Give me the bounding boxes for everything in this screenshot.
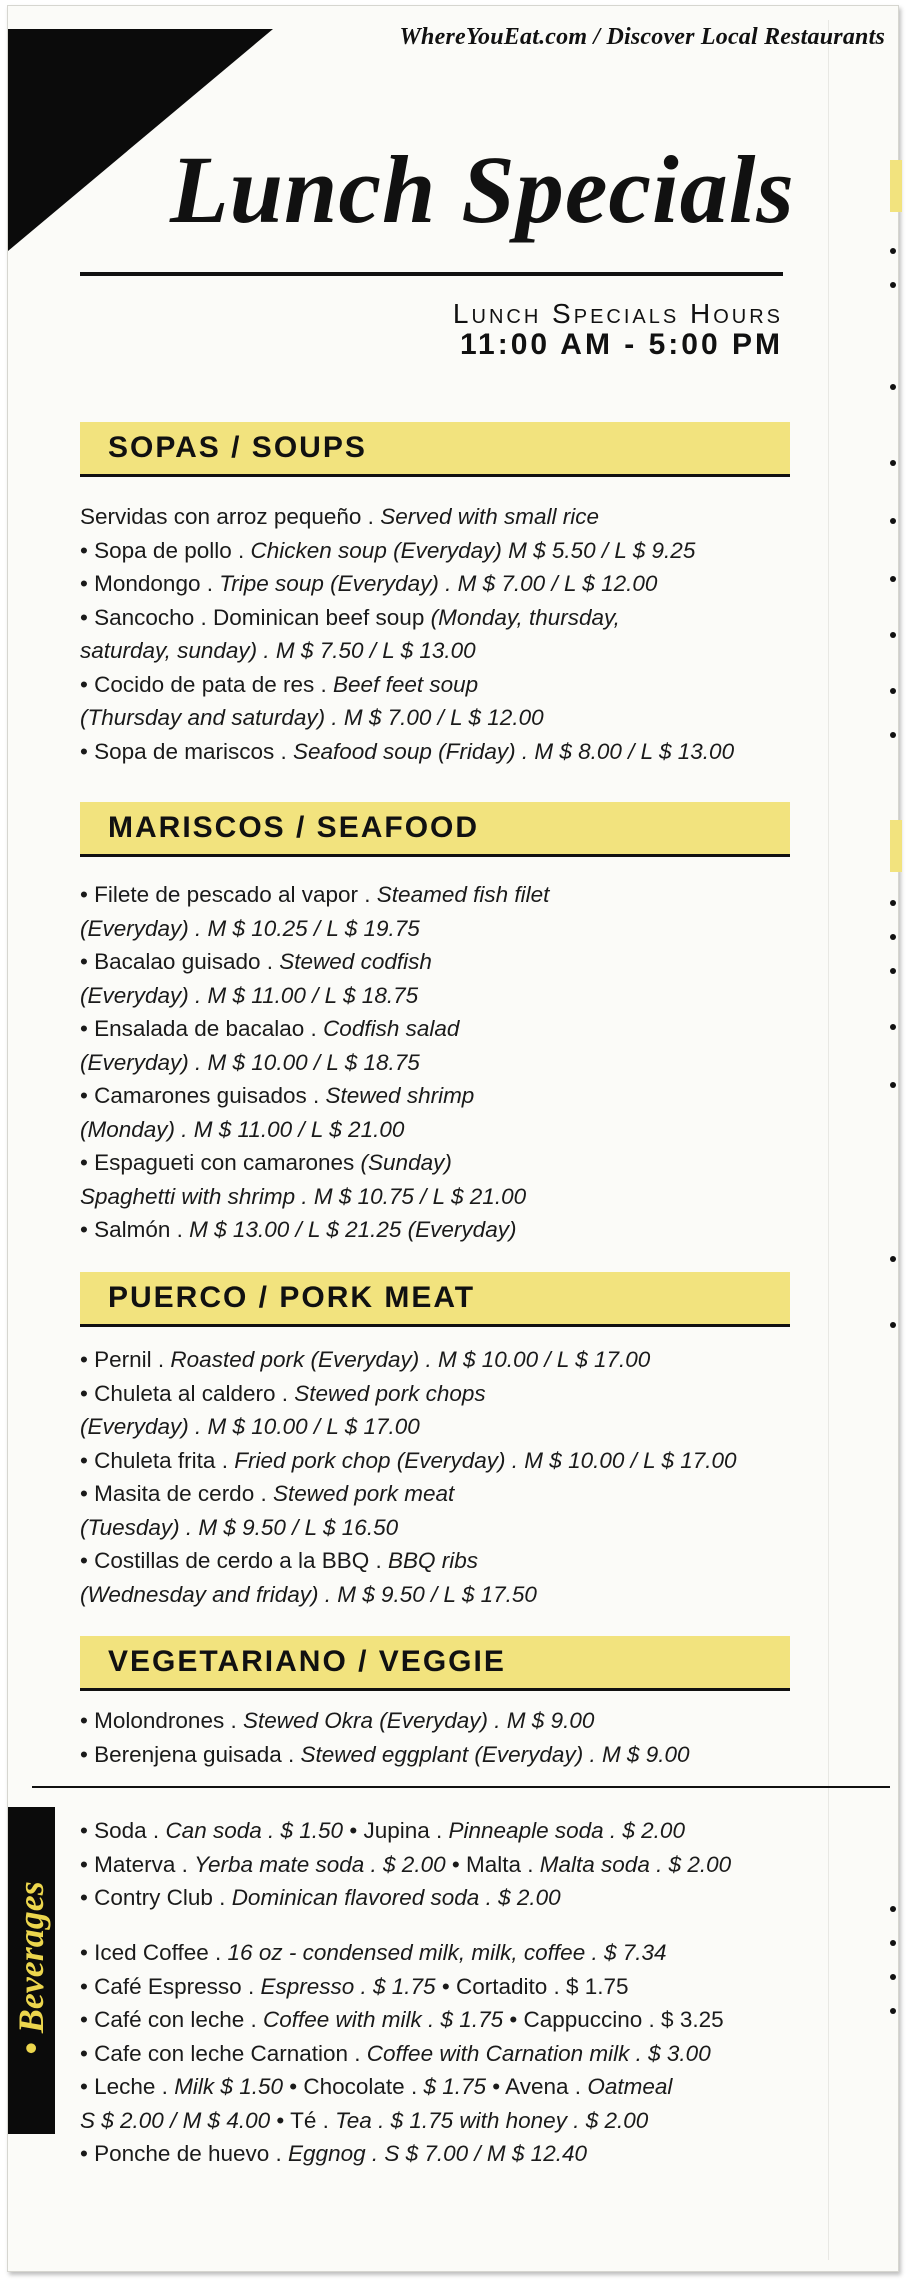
list-item: • Molondrones . Stewed Okra (Everyday) . M $ 9.00 [80, 1708, 595, 1733]
list-item: • Cocido de pata de res . Beef feet soup [80, 671, 479, 697]
page-title: Lunch Specials [170, 136, 795, 243]
list-item: • Costillas de cerdo a la BBQ . BBQ ribs [80, 1548, 479, 1573]
beverages-divider [32, 1786, 890, 1788]
site-credit: WhereYouEat.com / Discover Local Restaurants [399, 24, 885, 50]
list-item: • Sopa de pollo . Chicken soup (Everyday) M $ 5.50 / L $ 9.25 [80, 537, 696, 563]
beverages-title: • Beverages [11, 1881, 51, 2055]
next-panel-edge [890, 20, 906, 2260]
list-item: • Pernil . Roasted pork (Everyday) . M $ 10.00 / L $ 17.00 [80, 1347, 651, 1372]
list-item: • Soda . Can soda . $ 1.50 • Jupina . Pinneaple soda . $ 2.00 [80, 1818, 685, 1843]
section-header-pork [80, 1272, 790, 1327]
list-item: Spaghetti with shrimp . M $ 10.75 / L $ 21.00 [80, 1183, 527, 1209]
hours-value: 11:00 AM - 5:00 PM [460, 328, 783, 361]
beverages-sidebar [8, 1807, 55, 2134]
list-item: (Thursday and saturday) . M $ 7.00 / L $ 12.00 [80, 705, 544, 730]
list-item: • Berenjena guisada . Stewed eggplant (Everyday) . M $ 9.00 [80, 1741, 690, 1767]
list-item: • Chuleta al caldero . Stewed pork chops [80, 1380, 486, 1406]
page-fold-line [828, 20, 829, 2260]
list-item: • Mondongo . Tripe soup (Everyday) . M $ 7.00 / L $ 12.00 [80, 571, 658, 596]
section-title: MARISCOS / SEAFOOD [108, 811, 480, 844]
list-item: • Salmón . M $ 13.00 / L $ 21.25 (Everyday) [80, 1217, 517, 1242]
section-title: SOPAS / SOUPS [108, 431, 367, 464]
list-item: • Contry Club . Dominican flavored soda . $ 2.00 [80, 1885, 561, 1910]
list-item: • Chuleta frita . Fried pork chop (Everyday) . M $ 10.00 / L $ 17.00 [80, 1447, 737, 1473]
seafood-list [80, 878, 810, 1247]
section-header-veggie [80, 1636, 790, 1691]
list-item: • Camarones guisados . Stewed shrimp [80, 1083, 475, 1108]
list-item: saturday, sunday) . M $ 7.50 / L $ 13.00 [80, 638, 476, 663]
list-item: (Everyday) . M $ 10.00 / L $ 18.75 [80, 1049, 420, 1075]
list-item: • Leche . Milk $ 1.50 • Chocolate . $ 1.75 • Avena . Oatmeal [80, 2074, 673, 2099]
list-item: • Iced Coffee . 16 oz - condensed milk, milk, coffee . $ 7.34 [80, 1940, 667, 1965]
list-item: (Everyday) . M $ 11.00 / L $ 18.75 [80, 982, 419, 1008]
list-item: (Monday) . M $ 11.00 / L $ 21.00 [80, 1116, 405, 1142]
section-title: PUERCO / PORK MEAT [108, 1281, 476, 1314]
list-item: (Everyday) . M $ 10.25 / L $ 19.75 [80, 915, 420, 941]
list-item: S $ 2.00 / M $ 4.00 • Té . Tea . $ 1.75 with honey . $ 2.00 [80, 2107, 649, 2133]
list-item: • Ensalada de bacalao . Codfish salad [80, 1016, 460, 1041]
section-header-soups [80, 422, 790, 477]
pork-list [80, 1343, 810, 1611]
list-item: (Tuesday) . M $ 9.50 / L $ 16.50 [80, 1514, 399, 1540]
title-divider [80, 272, 783, 276]
list-item: • Café Espresso . Espresso . $ 1.75 • Cortadito . $ 1.75 [80, 1973, 629, 1999]
list-item: • Filete de pescado al vapor . Steamed fish filet [80, 882, 550, 907]
beverages-coffee-list [80, 1936, 810, 2171]
section-header-seafood [80, 802, 790, 857]
soups-list [80, 500, 810, 768]
list-item: • Espagueti con camarones (Sunday) [80, 1150, 452, 1175]
veggie-list [80, 1704, 810, 1771]
list-item: • Materva . Yerba mate soda . $ 2.00 • Malta . Malta soda . $ 2.00 [80, 1851, 732, 1877]
list-item: • Ponche de huevo . Eggnog . S $ 7.00 / M $ 12.40 [80, 2141, 587, 2166]
list-item: • Bacalao guisado . Stewed codfish [80, 949, 432, 974]
list-item: • Sopa de mariscos . Seafood soup (Friday) . M $ 8.00 / L $ 13.00 [80, 738, 735, 764]
hours-label: Lunch Specials Hours [452, 298, 783, 329]
list-item: • Cafe con leche Carnation . Coffee with Carnation milk . $ 3.00 [80, 2040, 711, 2066]
beverages-soda-list [80, 1814, 810, 1915]
list-item: (Wednesday and friday) . M $ 9.50 / L $ 17.50 [80, 1581, 537, 1607]
list-item: Servidas con arroz pequeño . Served with small rice [80, 504, 600, 529]
list-item: • Masita de cerdo . Stewed pork meat [80, 1481, 455, 1506]
list-item: (Everyday) . M $ 10.00 / L $ 17.00 [80, 1414, 420, 1439]
section-title: VEGETARIANO / VEGGIE [108, 1645, 506, 1678]
list-item: • Café con leche . Coffee with milk . $ 1.75 • Cappuccino . $ 3.25 [80, 2007, 724, 2032]
list-item: • Sancocho . Dominican beef soup (Monday, thursday, [80, 604, 620, 630]
